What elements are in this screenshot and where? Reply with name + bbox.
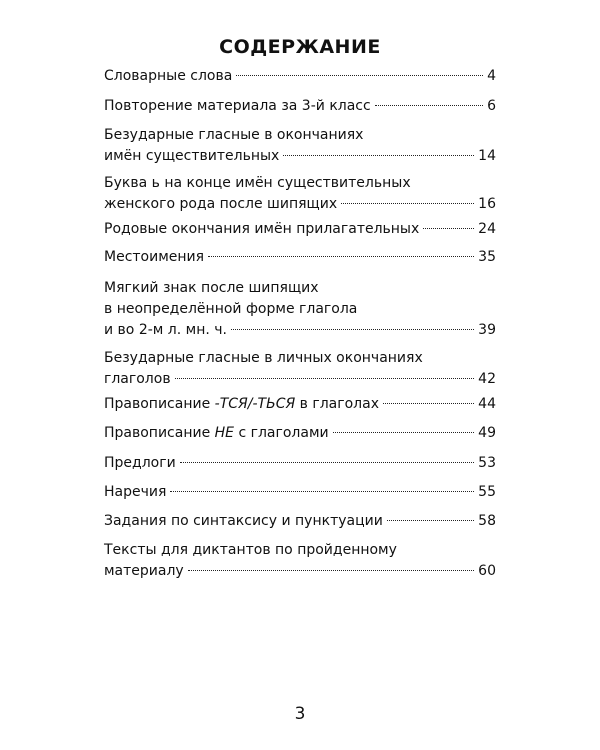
toc-entry-title: Буква ь на конце имён существительных — [104, 175, 411, 191]
toc-entry-title-italic: НЕ — [214, 425, 235, 441]
toc-entry-title: Мягкий знак после шипящих — [104, 280, 319, 296]
toc-entry[interactable] — [104, 278, 496, 341]
toc-entry-page: 6 — [487, 98, 496, 114]
dot-leader — [333, 432, 475, 433]
dot-leader — [383, 403, 474, 404]
toc-entry-title: Безударные гласные в окончаниях — [104, 127, 364, 143]
dot-leader — [180, 462, 474, 463]
dot-leader — [387, 520, 474, 521]
toc-entry[interactable] — [104, 453, 496, 474]
toc-entry[interactable] — [104, 173, 496, 215]
dot-leader — [188, 570, 474, 571]
toc-entry-page: 14 — [478, 148, 496, 164]
toc-entry[interactable] — [104, 348, 496, 390]
toc-entry-page: 55 — [478, 484, 496, 500]
toc-entry[interactable] — [104, 125, 496, 167]
toc-entry-page: 24 — [478, 221, 496, 237]
toc-entry-title: в неопределённой форме глагола — [104, 301, 358, 317]
dot-leader — [208, 256, 474, 257]
toc-entry-title-italic: -ТСЯ/-ТЬСЯ — [214, 396, 296, 412]
toc-entry[interactable] — [104, 219, 496, 240]
toc-entry-title: Безударные гласные в личных окончаниях — [104, 350, 423, 366]
dot-leader — [341, 203, 474, 204]
dot-leader — [236, 75, 483, 76]
toc-entry-title: Задания по синтаксису и пунктуации — [104, 513, 383, 529]
toc-entry-title: Местоимения — [104, 249, 205, 265]
toc-entry-title: Предлоги — [104, 455, 176, 471]
toc-entry-page: 39 — [478, 322, 496, 338]
toc-entry-title: Словарные слова — [104, 68, 233, 84]
toc-entry-title — [104, 394, 379, 415]
toc-entry-page: 58 — [478, 513, 496, 529]
toc-entry-title — [104, 423, 329, 444]
dot-leader — [283, 155, 474, 156]
toc-entry-page: 49 — [478, 425, 496, 441]
toc-entry-page: 53 — [478, 455, 496, 471]
toc-entry-title-part: Правописание — [104, 396, 211, 412]
page-title: СОДЕРЖАНИЕ — [219, 36, 381, 58]
toc-entry-title: глаголов — [104, 371, 171, 387]
dot-leader — [231, 329, 474, 330]
toc-entry-title: материалу — [104, 563, 184, 579]
toc-entry-title: женского рода после шипящих — [104, 196, 338, 212]
dot-leader — [423, 228, 474, 229]
toc-entry[interactable] — [104, 66, 496, 87]
toc-entry-title: Повторение материала за 3-й класс — [104, 98, 371, 114]
toc-entry[interactable] — [104, 247, 496, 268]
toc-entry-page: 16 — [478, 196, 496, 212]
toc-entry-page: 35 — [478, 249, 496, 265]
toc-entry-page: 44 — [478, 396, 496, 412]
toc-entry-title-part: в глаголах — [299, 396, 379, 412]
toc-entry-page: 4 — [487, 68, 496, 84]
toc-entry[interactable] — [104, 540, 496, 582]
toc-entry-title: Наречия — [104, 484, 167, 500]
toc-entry-page: 60 — [478, 563, 496, 579]
toc-entry[interactable] — [104, 423, 496, 444]
toc-entry-title: и во 2-м л. мн. ч. — [104, 322, 227, 338]
toc-entry-title: имён существительных — [104, 148, 280, 164]
toc-entry-title: Тексты для диктантов по пройденному — [104, 542, 397, 558]
toc-entry[interactable] — [104, 394, 496, 415]
toc-entry[interactable] — [104, 511, 496, 532]
toc-entry-title: Родовые окончания имён прилагательных — [104, 221, 420, 237]
toc-entry-title-part: с глаголами — [238, 425, 329, 441]
toc-entry[interactable] — [104, 482, 496, 503]
dot-leader — [375, 105, 483, 106]
toc-entry-page: 42 — [478, 371, 496, 387]
dot-leader — [175, 378, 475, 379]
toc-entry-title-part: Правописание — [104, 425, 211, 441]
dot-leader — [170, 491, 474, 492]
page-number: 3 — [294, 704, 306, 724]
toc-entry[interactable] — [104, 96, 496, 117]
